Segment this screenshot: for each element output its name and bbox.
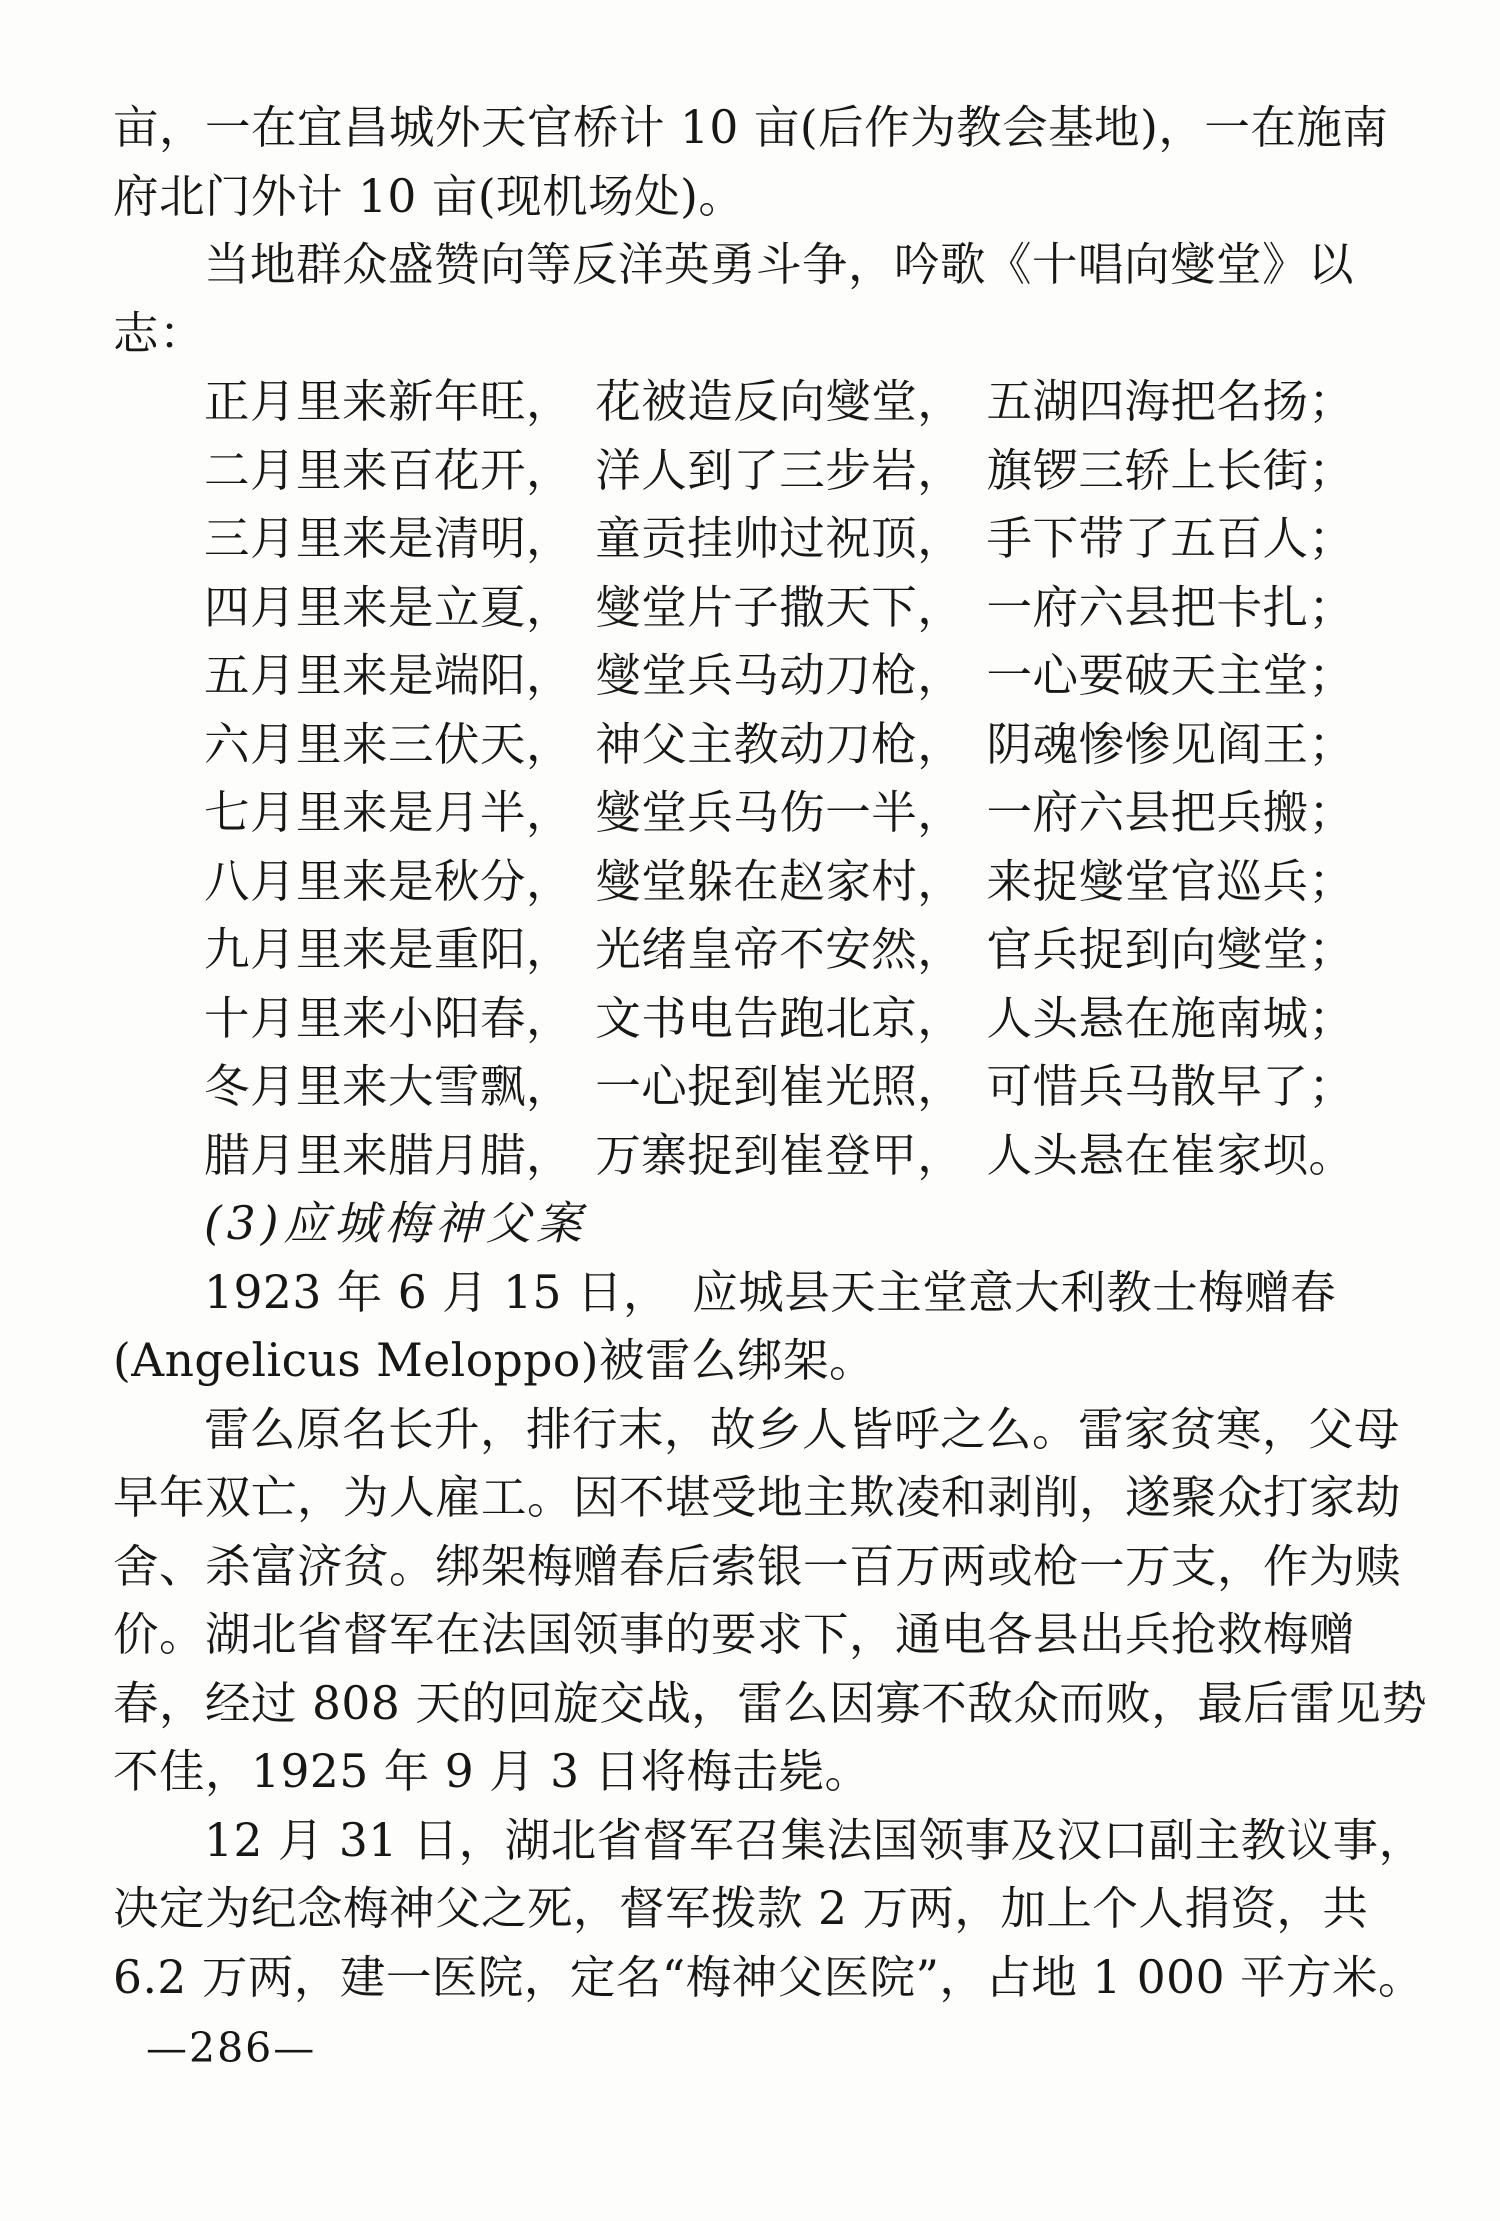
body-line: 早年双亡，为人雇工。因不堪受地主欺凌和剥削，遂聚众打家劫 <box>113 1471 1402 1524</box>
body-line: 府北门外计 10 亩(现机场处)。 <box>113 169 745 223</box>
paragraph-start: 当地群众盛赞向等反洋英勇斗争，吟歌《十唱向燮堂》以 <box>204 238 1355 291</box>
verse-line: 九月里来是重阳， 光绪皇帝不安然， 官兵捉到向燮堂； <box>204 923 1355 976</box>
verse-line: 正月里来新年旺， 花被造反向燮堂， 五湖四海把名扬； <box>204 375 1355 428</box>
paragraph-start: 雷么原名长升，排行末，故乡人皆呼之么。雷家贫寒，父母 <box>204 1402 1401 1456</box>
body-line: 6.2 万两，建一医院，定名“梅神父医院”，占地 1 000 平方米。 <box>113 1950 1425 2004</box>
page-number: —286— <box>146 2024 317 2072</box>
verse-line: 六月里来三伏天， 神父主教动刀枪， 阴魂惨惨见阎王； <box>204 717 1355 771</box>
verse-line: 腊月里来腊月腊， 万寨捉到崔登甲， 人头悬在崔家坝。 <box>204 1128 1355 1182</box>
verse-line: 冬月里来大雪飘， 一心捉到崔光照， 可惜兵马散早了； <box>204 1060 1355 1113</box>
text-block <box>113 94 1428 2012</box>
verse-line: 八月里来是秋分， 燮堂躲在赵家村， 来捉燮堂官巡兵； <box>204 854 1355 908</box>
body-line: 志： <box>113 306 206 360</box>
body-line: 决定为纪念梅神父之死，督军拨款 2 万两，加上个人捐资，共 <box>113 1882 1369 1935</box>
body-line: 舍、杀富济贫。绑架梅赠春后索银一百万两或枪一万支，作为赎 <box>113 1539 1402 1593</box>
body-line: 不佳，1925 年 9 月 3 日将梅击毙。 <box>113 1745 871 1798</box>
verse-line: 十月里来小阳春， 文书电告跑北京， 人头悬在施南城； <box>204 991 1355 1045</box>
verse-line: 二月里来百花开， 洋人到了三步岩， 旗锣三轿上长街； <box>204 443 1355 497</box>
paragraph-start: 1923 年 6 月 15 日， 应城县天主堂意大利教士梅赠春 <box>204 1265 1337 1319</box>
section-heading: (3)应城梅神父案 <box>204 1197 587 1250</box>
body-line: 春，经过 808 天的回旋交战，雷么因寡不敌众而败，最后雷见势 <box>113 1676 1428 1730</box>
paragraph-start: 12 月 31 日，湖北省督军召集法国领事及汉口副主教议事， <box>204 1813 1425 1867</box>
verse-line: 三月里来是清明， 童贡挂帅过祝顶， 手下带了五百人； <box>204 512 1355 565</box>
body-line: (Angelicus Meloppo)被雷么绑架。 <box>113 1334 876 1387</box>
verse-line: 四月里来是立夏， 燮堂片子撒天下， 一府六县把卡扎； <box>204 580 1355 634</box>
verse-line: 五月里来是端阳， 燮堂兵马动刀枪， 一心要破天主堂； <box>204 649 1355 702</box>
body-line: 亩，一在宜昌城外天官桥计 10 亩(后作为教会基地)，一在施南 <box>113 101 1389 154</box>
verse-line: 七月里来是月半， 燮堂兵马伤一半， 一府六县把兵搬； <box>204 786 1355 839</box>
body-line: 价。湖北省督军在法国领事的要求下，通电各县出兵抢救梅赠 <box>113 1608 1356 1661</box>
